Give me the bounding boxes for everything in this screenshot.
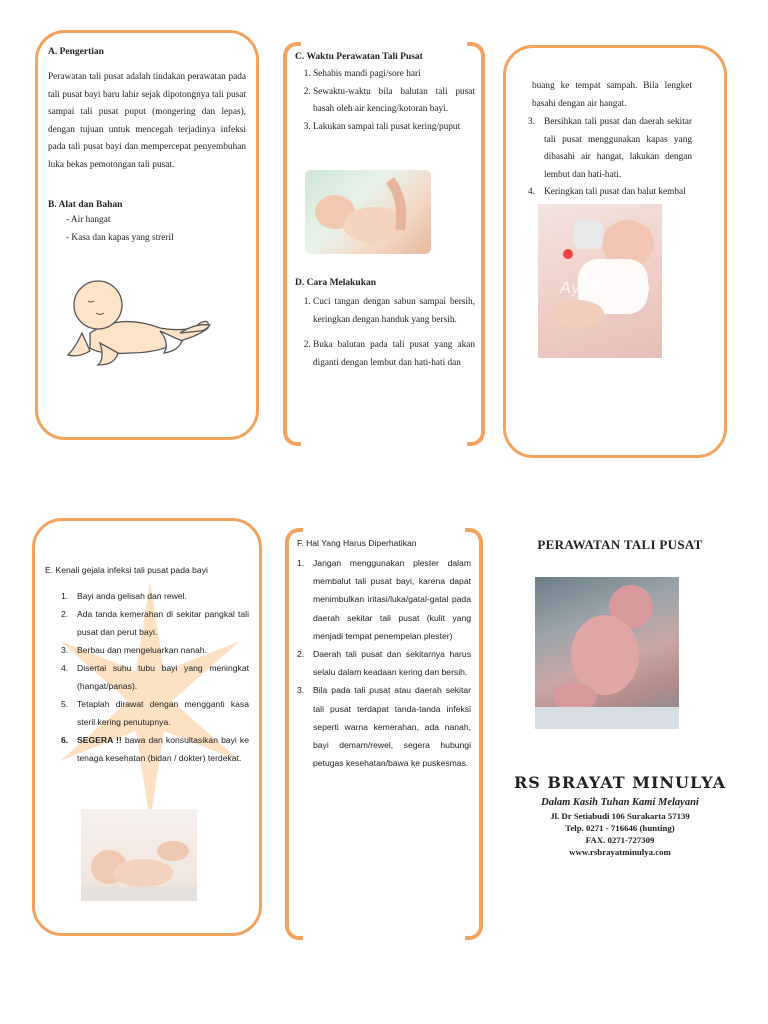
section-c-title: C. Waktu Perawatan Tali Pusat [295,52,423,62]
item-text: Daerah tali pusat dan sekitarnya harus selalu dalam keadaan kering dan bersih. [313,649,471,678]
photo-watermark: Ayahbunda [560,278,651,297]
item-number: 4. [61,663,69,673]
item-text: Bila pada tali pusat atau daerah sekitar tali pusat terdapat tanda-tanda infeksi seperti warna kemerahan, ada nanah, bayi demam/rewel, segera hubungi petugas kesehatan/bawa ke puskesmas. [313,685,471,769]
section-e-list [45,587,249,767]
baby-playing-photo [81,809,197,901]
panel-gejala-infeksi [32,518,262,936]
baby-lying-photo [538,204,662,358]
section-d-list [295,294,475,372]
list-item [297,554,471,645]
section-a-text: Perawatan tali pusat adalah tindakan perawatan pada tali pusat bayi baru lahir sejak dipotongnya tali pusat sampai tali pusat puput (mongering dan lepas), dengan tujuan untuk mencegah terjadinya infeksi pada tali pusat bayi dan mempercepat penyembuhan luka bekas pemotongan tali pusat. [48,72,246,170]
item-text: Jangan menggunakan plester dalam membalut tali pusat bayi, karena dapat menimbulkan iritasi/luka/gatal-gatal pada daerah sekitar tali pusat (kulit yang menjadi tempat penempelan plester) [313,558,471,641]
item-number: 1. [297,558,305,568]
panel-pengertian [35,30,259,440]
hospital-motto: Dalam Kasih Tuhan Kami Melayani [541,797,699,808]
panel-perhatian [285,528,483,940]
list-item [61,641,249,659]
panel-lanjutan [503,45,727,458]
list-item [61,605,249,641]
item-text: Disertai suhu tubu bayi yang meningkat (hangat/panas). [77,663,249,691]
continuation-text: buang ke tempat sampah. Bila lengket basahi dengan air hangat. [532,81,692,109]
section-a-title: A. Pengertian [48,47,104,57]
list-item [61,659,249,695]
list-item: 3. Lakukan sampai tali pusat kering/puput [313,119,475,137]
list-item [297,645,471,681]
item-number: 3. [297,685,305,696]
item-number: 2. [61,609,69,619]
item-text: Keringkan tali pusat dan balut kembal [544,187,686,197]
item-number: 2. [297,649,305,660]
item-text: Ada tanda kemerahan di sekitar pangkal tali pusat dan perut bayi. [77,609,249,637]
item-text: Berbau dan mengeluarkan nanah. [77,645,207,655]
hospital-fax: FAX. 0271-727309 [585,835,655,845]
list-item: 2. Sewaktu-waktu bila balutan tali pusat basah oleh air kencing/kotoran bayi. [313,84,475,119]
item-text: Tetaplah dirawat dengan mengganti kasa steril kering penutupnya. [77,699,249,727]
crawling-baby-illustration [60,273,220,373]
section-d-title: D. Cara Melakukan [295,278,377,288]
list-item: - Air hangat [78,212,246,230]
item-number: 5. [61,699,69,709]
item-number: 3. [61,645,69,655]
section-b-title: B. Alat dan Bahan [48,200,123,210]
list-item: - Kasa dan kapas yang streril [78,230,246,248]
hospital-website: www.rsbrayatminulya.com [569,847,671,857]
item-text [77,731,249,767]
section-f-list [297,554,471,772]
section-f-title: F. Hal Yang Harus Diperhatikan [297,538,417,548]
item-rest: bawa dan konsultasikan bayi ke tenaga kesehatan (bidan / dokter) terdekat. [77,735,249,763]
list-item: 1. Sehabis mandi pagi/sore hari [313,66,475,84]
section-e-title: E. Kenali gejala infeksi tali pusat pada bayi [45,565,208,575]
item-text: Bersihkan tali pusat dan daerah sekitar tali pusat menggunakan kapas yang dibasahi air hangat, lakukan dengan lembut dan hati-hati. [544,117,692,180]
list-item: 1. Cuci tangan dengan sabun sampai bersih, keringkan dengan handuk yang bersih. [313,294,475,329]
item-number: 3. [528,117,535,127]
list-item: 2. Buka balutan pada tali pusat yang akan diganti dengan lembut dan hati-hati dan [313,337,475,372]
item-emphasis: SEGERA !! [77,735,122,745]
section-b-list [48,212,246,247]
item-number: 1. [61,591,69,601]
cover-title: PERAWATAN TALI PUSAT [537,537,703,552]
newborn-photo [535,577,679,729]
item-number: 4. [528,187,535,197]
list-item [61,731,249,767]
list-item [528,184,692,202]
panel-waktu-cara [283,42,485,446]
hospital-name: RS BRAYAT MINULYA [513,773,727,792]
list-item [61,587,249,605]
hospital-phone: Telp. 0271 - 716646 (hunting) [565,823,675,833]
list-item [528,114,692,184]
item-number: 6. [61,735,69,745]
list-item [61,695,249,731]
list-item [297,681,471,772]
item-text: Bayi anda gelisah dan rewel. [77,591,187,601]
baby-umbilical-photo [305,170,431,254]
hospital-address: Jl. Dr Setiabudi 106 Surakarta 57139 [550,811,690,821]
section-c-list [295,66,475,136]
